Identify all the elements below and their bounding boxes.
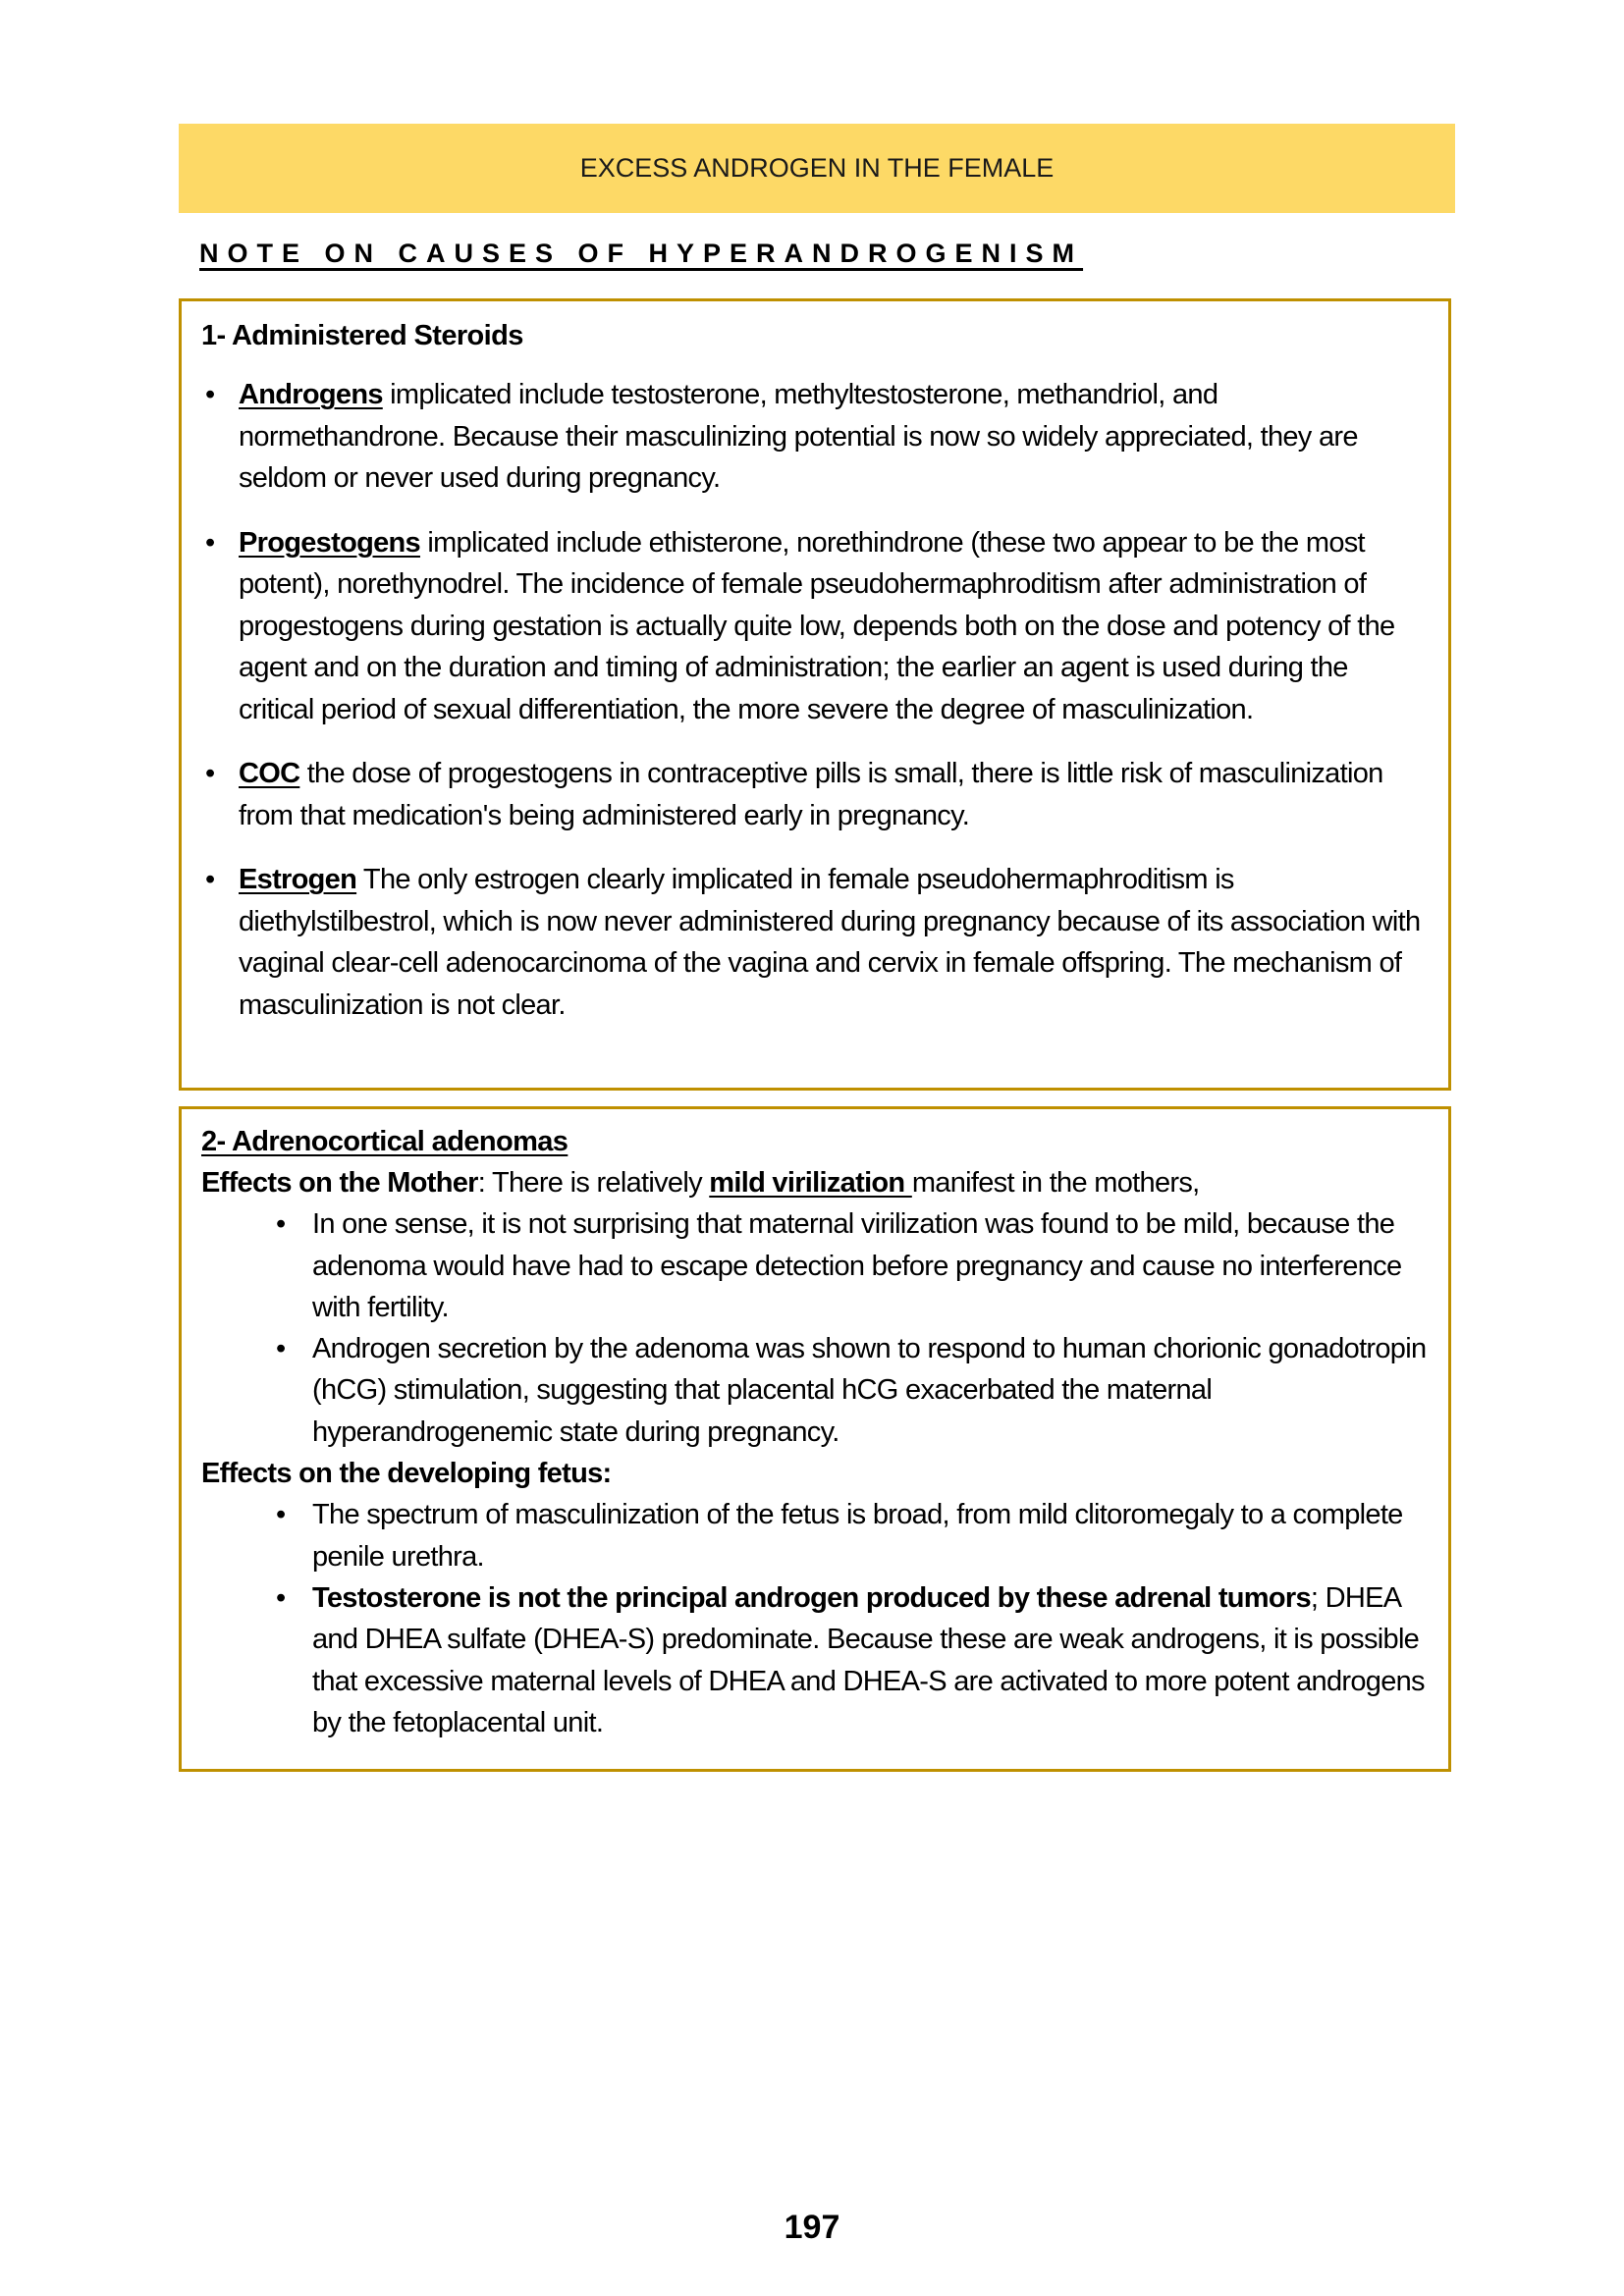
list-item-coc bbox=[201, 753, 1429, 836]
mother-effects-list bbox=[201, 1203, 1429, 1453]
steroids-list bbox=[201, 374, 1429, 1026]
fetus-label: Effects on the developing fetus: bbox=[201, 1458, 612, 1490]
mother-effects-intro bbox=[201, 1162, 1429, 1203]
mild-virilization: mild virilization bbox=[709, 1167, 912, 1199]
note-title: NOTE ON CAUSES OF HYPERANDROGENISM bbox=[199, 239, 1084, 268]
list-item bbox=[312, 1577, 1429, 1743]
item-text: The only estrogen clearly implicated in female pseudohermaphroditism is diethylstilbestrol, which is now never administered during pregnancy because of its association with vaginal clear-cell adenocarcinoma of the vagina and cervix in female offspring. The mechanism of masculinization is not clear. bbox=[239, 864, 1421, 1021]
dhea-text: ; DHEA and DHEA sulfate (DHEA-S) predominate. Because these are weak androgens, it is possible that excessive maternal levels of DHEA and DHEA-S are activated to more potent androgens by the fetoplacental unit. bbox=[312, 1581, 1425, 1738]
administered-steroids-box bbox=[179, 298, 1451, 1091]
term-estrogen: Estrogen bbox=[239, 864, 357, 895]
term-progestogens: Progestogens bbox=[239, 526, 420, 559]
item-text: implicated include ethisterone, norethindrone (these two appear to be the most potent), norethynodrel. The incidence of female pseudohermaphroditism after administration of progestogens during gestation is actually quite low, depends both on the dose and potency of the agent and on the duration and timing of administration; the earlier an agent is used during the critical period of sexual differentiation, the more severe the degree of masculinization. bbox=[239, 526, 1395, 725]
list-item-estrogen bbox=[201, 859, 1429, 1026]
term-coc: COC bbox=[239, 758, 300, 789]
list-item-androgens bbox=[201, 374, 1429, 500]
mother-label: Effects on the Mother bbox=[201, 1167, 478, 1199]
fetus-effects-list bbox=[201, 1494, 1429, 1743]
item-text: implicated include testosterone, methyltestosterone, methandriol, and normethandrone. Because their masculinizing potential is now so widely appreciated, they are seldom or never used during pregnancy. bbox=[239, 379, 1358, 494]
chapter-banner bbox=[179, 124, 1455, 213]
item-text: the dose of progestogens in contraceptive pills is small, there is little risk of masculinization from that medication's being administered early in pregnancy. bbox=[239, 758, 1383, 831]
list-item: • In one sense, it is not surprising that maternal virilization was found to be mild, because the adenoma would have had to escape detection before pregnancy and cause no interference with fertility. bbox=[312, 1203, 1429, 1328]
page-number: 197 bbox=[784, 2209, 840, 2246]
section1-heading: 1- Administered Steroids bbox=[201, 320, 523, 351]
testosterone-statement: Testosterone is not the principal androgen produced by these adrenal tumors bbox=[312, 1581, 1311, 1614]
chapter-title: EXCESS ANDROGEN IN THE FEMALE bbox=[579, 153, 1055, 183]
list-item: • Androgen secretion by the adenoma was shown to respond to human chorionic gonadotropin (hCG) stimulation, suggesting that placental hCG exacerbated the maternal hyperandrogenemic state during pregnancy. bbox=[312, 1328, 1429, 1453]
list-item-progestogens bbox=[201, 522, 1429, 731]
list-item: • The spectrum of masculinization of the fetus is broad, from mild clitoromegaly to a complete penile urethra. bbox=[312, 1494, 1429, 1577]
section2-heading: 2- Adrenocortical adenomas bbox=[201, 1126, 568, 1157]
adrenocortical-adenomas-box bbox=[179, 1106, 1451, 1772]
term-androgens: Androgens bbox=[239, 379, 383, 410]
mother-pre: : There is relatively bbox=[477, 1167, 710, 1199]
mother-post: manifest in the mothers, bbox=[911, 1167, 1200, 1199]
